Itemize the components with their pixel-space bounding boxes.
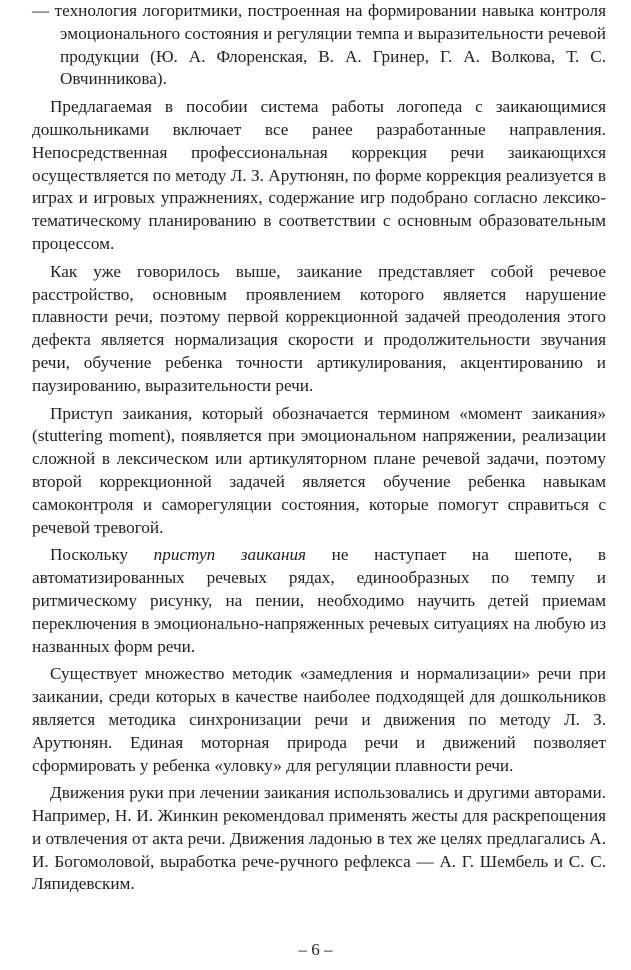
- paragraph-system-of-work: [32, 96, 606, 256]
- paragraph-text: Предлагаемая в пособии система работы логопеда с заикающимися дошкольниками включает все ранее разработанные направления. Непосредственная профессиональная коррекция речи заикающихся осуществляется по методу Л. З. Арутюнян, по форме коррекция реализуется в играх и игровых упражнениях, содержание игр подобрано согласно лексико-тематическому планированию в соответствии с основным образовательным процессом.: [32, 97, 606, 253]
- paragraph-text: Приступ заикания, который обозначается термином «момент заикания» (stuttering moment), появляется при эмоциональном напряжении, реализации сложной в лексическом или артикуляторном плане речевой задачи, поэтому второй коррекционной задачей является обучение ребенка навыкам самоконтроля и саморегуляции состояния, которые помогут справиться с речевой тревогой.: [32, 403, 606, 537]
- paragraph-first-task: [32, 261, 606, 398]
- page-number: – 6 –: [298, 940, 333, 959]
- paragraph-switching: [32, 544, 606, 658]
- paragraph-text-start: Поскольку: [50, 545, 154, 565]
- paragraph-text: — технология логоритмики, построенная на формировании навыка контроля эмоционального состояния и регуляции темпа и выразительности речевой продукции (Ю. А. Флоренская, В. А. Гринер, Г. А. Волкова, Т. С. Овчинникова).: [32, 1, 606, 89]
- paragraph-text: Существует множество методик «замедления и нормализации» речи при заикании, среди которых в качестве наиболее подходящей для дошкольников является методика синхронизации речи и движения по методу Л. З. Арутюнян. Единая моторная природа речи и движений позволяет сформировать у ребенка «уловку» для регуляции плавности речи.: [32, 664, 606, 775]
- paragraph-text: Движения руки при лечении заикания использовались и другими авторами. Например, Н. И. Жинкин рекомендовал применять жесты для раскрепощения и отвлечения от акта речи. Движения ладонью в тех же целях предлагались А. И. Богомоловой, выработка рече-ручного рефлекса — А. Г. Шембель и С. С. Ляпидевским.: [32, 783, 606, 894]
- italic-term: приступ заикания: [153, 545, 307, 565]
- paragraph-methods: [32, 663, 606, 777]
- paragraph-second-task: [32, 403, 606, 540]
- paragraph-hand-movements: [32, 782, 606, 896]
- page-body: [32, 0, 606, 901]
- paragraph-logorhythmics: [32, 0, 606, 91]
- paragraph-text-end: не наступает на шепоте, в автоматизированных речевых рядах, единообразных по темпу и ритмическому рисунку, на пении, необходимо научить детей приемам переключения в эмоционально-напряженных речевых ситуациях на любую из названных форм речи.: [32, 545, 606, 656]
- paragraph-text: Как уже говорилось выше, заикание представляет собой речевое расстройство, основным проявлением которого является нарушение плавности речи, поэтому первой коррекционной задачей преодоления этого дефекта является нормализация скорости и продолжительности звучания речи, обучение ребенка точности артикулирования, акцентированию и паузированию, выразительности речи.: [32, 261, 606, 395]
